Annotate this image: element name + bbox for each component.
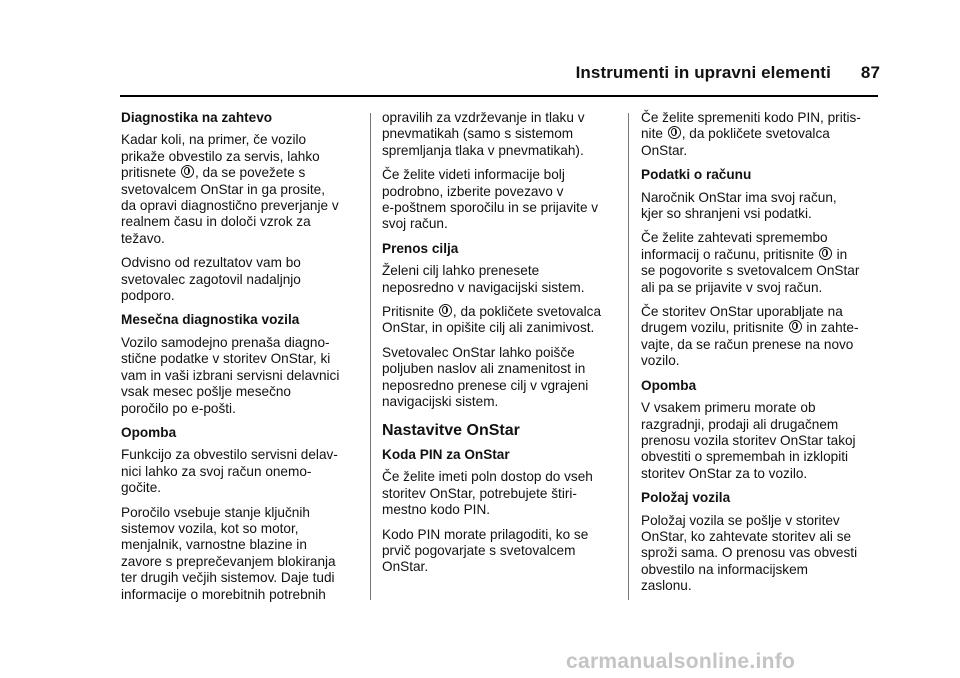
paragraph: Če storitev OnStar uporabljate na drugem vozilu, pritisnite in zahte- vajte, da se račun prenese na novo vozilo. bbox=[641, 304, 859, 369]
column-divider bbox=[628, 113, 629, 600]
paragraph: Naročnik OnStar ima svoj račun, kjer so shranjeni vsi podatki. bbox=[641, 189, 837, 222]
paragraph: Če želite spremeniti kodo PIN, pritis- nite , da pokličete svetovalca OnStar. bbox=[641, 110, 861, 158]
paragraph: Svetovalec OnStar lahko poišče poljuben naslov ali znamenitost in neposredno prenese cilj v vgrajeni navigacijski sistem. bbox=[382, 344, 589, 410]
heading-vehicle-location: Položaj vozila bbox=[641, 490, 731, 506]
heading-note: Opomba bbox=[121, 424, 177, 440]
heading-destination-download: Prenos cilja bbox=[382, 240, 459, 256]
watermark: carmanualsonline.info bbox=[566, 650, 796, 673]
paragraph: V vsakem primeru morate ob razgradnji, prodaji ali drugačnem prenosu vozila storitev OnStar takoj obvestiti o spremembah in izklopiti storitev OnStar za to vozilo. bbox=[641, 400, 856, 481]
heading-onstar-pin: Koda PIN za OnStar bbox=[382, 446, 510, 462]
heading-onstar-settings: Nastavitve OnStar bbox=[382, 421, 520, 439]
paragraph: opravilih za vzdrževanje in tlaku v pnevmatikah (samo s sistemom spremljanja tlaka v pnevmatikah). bbox=[382, 110, 585, 158]
header-rule bbox=[120, 95, 878, 97]
column-divider bbox=[370, 113, 371, 600]
onstar-voice-icon bbox=[819, 247, 832, 260]
heading-note: Opomba bbox=[641, 377, 697, 393]
heading-account-information: Podatki o računu bbox=[641, 167, 752, 183]
paragraph: Če želite zahtevati spremembo informacij o računu, pritisnite in se pogovorite s svetovalcem OnStar ali pa se prijavite v svoj račun. bbox=[641, 230, 860, 295]
paragraph: Odvisno od rezultatov vam bo svetovalec zagotovil nadaljnjo podporo. bbox=[121, 255, 301, 304]
onstar-voice-icon bbox=[668, 126, 681, 139]
paragraph: Če želite videti informacije bolj podrobno, izberite povezavo v e-poštnem sporočilu in se prijavite v svoj račun. bbox=[382, 167, 599, 232]
paragraph: Funkcijo za obvestilo servisni delav- nici lahko za svoj račun onemo- gočite. bbox=[121, 447, 338, 496]
onstar-voice-icon bbox=[789, 320, 802, 333]
column-3 bbox=[641, 110, 881, 603]
heading-diagnostics-on-demand: Diagnostika na zahtevo bbox=[121, 110, 273, 125]
column-1 bbox=[121, 110, 361, 611]
paragraph: Kodo PIN morate prilagoditi, ko se prvič pogovarjate s svetovalcem OnStar. bbox=[382, 526, 589, 575]
onstar-voice-icon bbox=[181, 165, 194, 178]
paragraph: Vozilo samodejno prenaša diagno- stične podatke v storitev OnStar, ki vam in vaši izbrani servisni delavnici vsak mesec pošlje mesečno poročilo po e-pošti. bbox=[121, 334, 340, 416]
page-number: 87 bbox=[860, 63, 880, 82]
paragraph: Če želite imeti poln dostop do vseh storitev OnStar, potrebujete štiri- mestno kodo PIN. bbox=[382, 469, 593, 518]
paragraph: Kadar koli, na primer, če vozilo prikaže obvestilo za servis, lahko pritisnete , da se povežete s svetovalcem OnStar in ga prosite, da opravi diagnostično preverjanje v realnem času in določi vzrok za težavo. bbox=[121, 132, 339, 246]
page-header bbox=[560, 63, 880, 83]
page-title: Instrumenti in upravni elementi bbox=[575, 63, 831, 82]
column-2 bbox=[382, 110, 620, 584]
paragraph: Pritisnite , da pokličete svetovalca OnStar, in opišite cilj ali zanimivost. bbox=[382, 304, 602, 336]
heading-monthly-diagnostics: Mesečna diagnostika vozila bbox=[121, 312, 300, 328]
paragraph: Želeni cilj lahko prenesete neposredno v navigacijski sistem. bbox=[382, 263, 585, 295]
paragraph: Poročilo vsebuje stanje ključnih sistemov vozila, kot so motor, menjalnik, varnostne blazine in zavore s preprečevanjem blokiranja ter drugih večjih sistemov. Daje tudi informacije o morebitnih potrebnih bbox=[121, 504, 336, 602]
onstar-voice-icon bbox=[439, 304, 452, 317]
paragraph: Položaj vozila se pošlje v storitev OnStar, ko zahtevate storitev ali se sproži sama. O prenosu vas obvesti obvestilo na informacijskem zaslonu. bbox=[641, 512, 858, 594]
